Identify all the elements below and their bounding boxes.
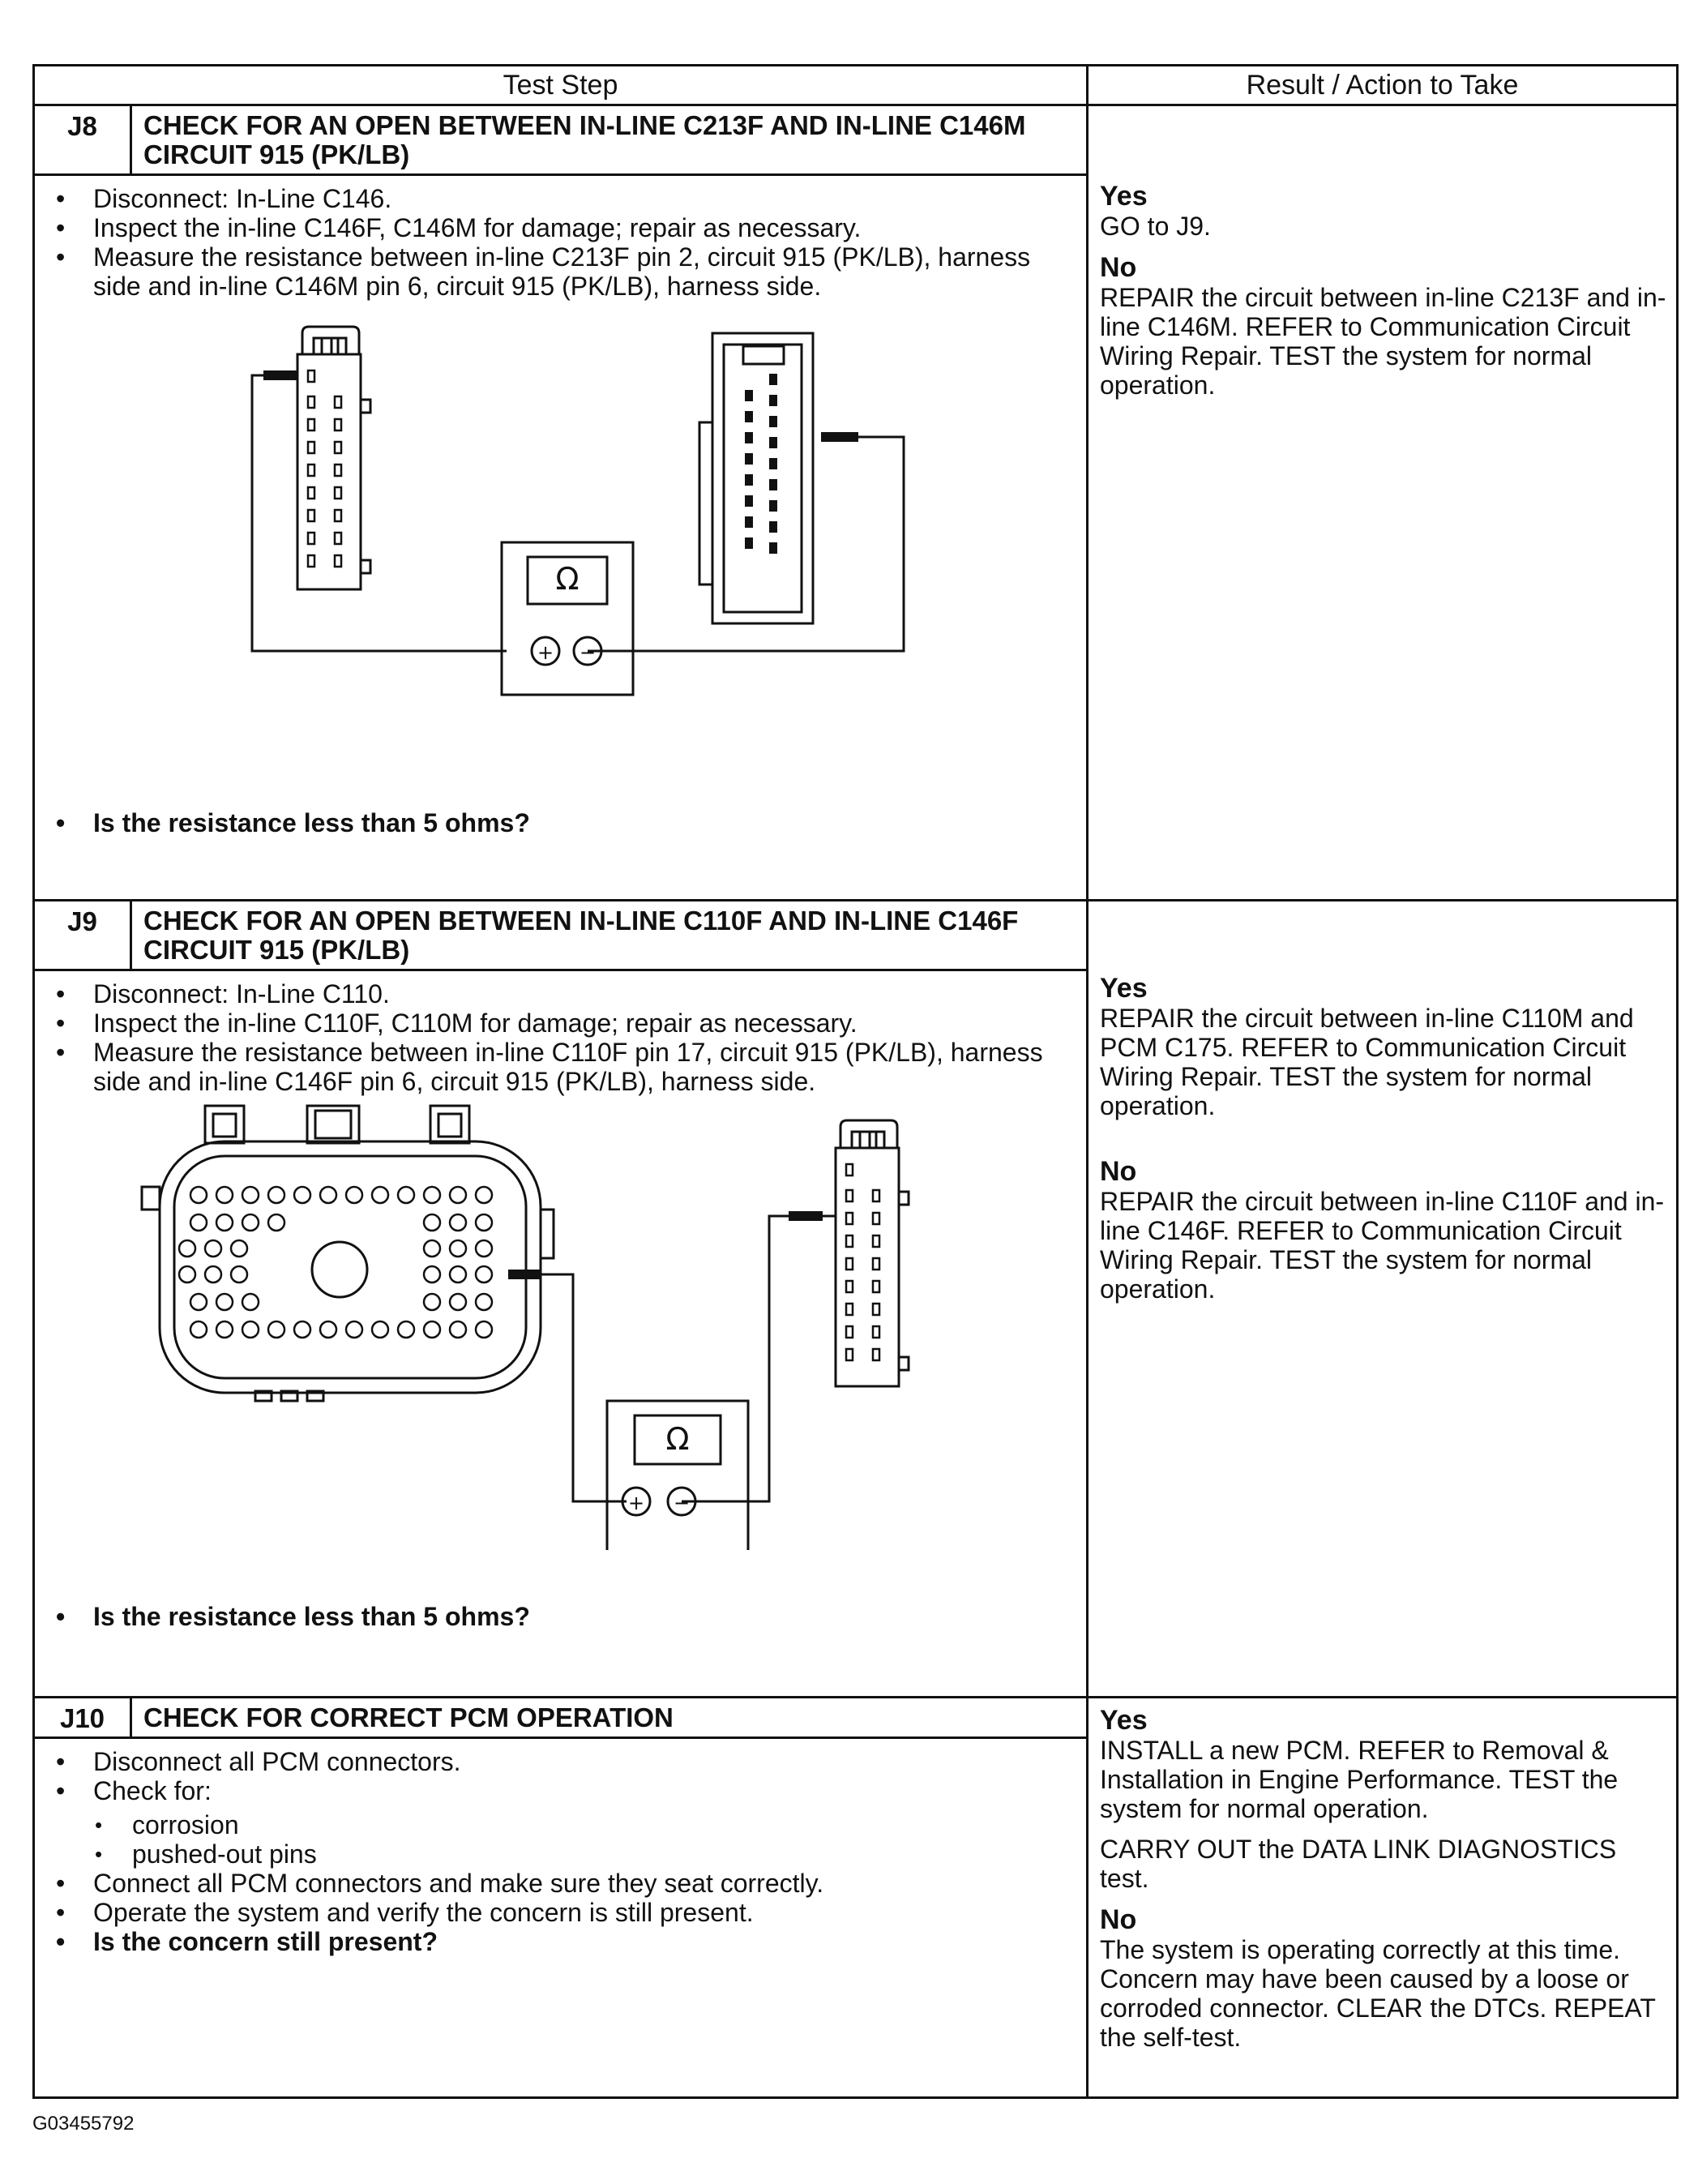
j9-wiring-diagram	[54, 1096, 1059, 1550]
step-title: CHECK FOR CORRECT PCM OPERATION	[131, 1698, 1088, 1738]
no-action: The system is operating correctly at this time. Concern may have been caused by a loose or corroded connector. CLEAR the DTCs. REPEAT the self-test.	[1100, 1935, 1656, 2052]
step-question: • Is the resistance less than 5 ohms?	[54, 1602, 1078, 1631]
step-j9-body	[34, 970, 1088, 1698]
meter-plus-label: +	[627, 1492, 645, 1514]
yes-label: Yes	[1100, 973, 1148, 1004]
instruction-item: • Inspect the in-line C110F, C110M for damage; repair as necessary.	[54, 1008, 1078, 1038]
meter-plus-label: +	[537, 641, 554, 664]
instruction-item: • Measure the resistance between in-line C110F pin 17, circuit 915 (PK/LB), harness side and in-line C146F pin 6, circuit 915 (PK/LB), harness side.	[54, 1038, 1078, 1096]
instruction-item	[54, 1776, 1078, 1869]
yes-label: Yes	[1100, 1705, 1148, 1736]
step-title: CHECK FOR AN OPEN BETWEEN IN-LINE C110F AND IN-LINE C146F CIRCUIT 915 (PK/LB)	[131, 901, 1088, 970]
step-j9-title-row	[34, 901, 1678, 970]
no-label: No	[1100, 252, 1137, 283]
instruction-item: • Disconnect: In-Line C146.	[54, 184, 1078, 213]
instruction-item: • Connect all PCM connectors and make sure they seat correctly.	[54, 1869, 1078, 1898]
step-j10-body	[34, 1738, 1088, 2098]
no-action: REPAIR the circuit between in-line C213F and in-line C146M. REFER to Communication Circuit Wiring Repair. TEST the system for normal operation.	[1100, 283, 1666, 400]
step-j10-title-row	[34, 1698, 1678, 1738]
meter-minus-label: −	[579, 641, 597, 664]
check-subitem: • corrosion	[93, 1810, 1078, 1839]
step-question: • Is the resistance less than 5 ohms?	[54, 808, 1078, 837]
instruction-item: • Operate the system and verify the concern is still present.	[54, 1898, 1078, 1927]
check-subitem: • pushed-out pins	[93, 1839, 1078, 1869]
step-j8-result	[1088, 105, 1678, 901]
step-j9-result	[1088, 901, 1678, 1698]
j8-wiring-diagram	[54, 301, 1059, 755]
test-step-table	[32, 64, 1679, 2099]
connector-c146m-icon	[699, 333, 813, 623]
instruction-list	[54, 1747, 1078, 1956]
no-label: No	[1100, 1904, 1137, 1935]
figure-code: G03455792	[32, 2113, 135, 2135]
step-j8-title-row	[34, 105, 1678, 175]
instruction-list	[54, 184, 1078, 301]
meter-minus-label: −	[673, 1492, 691, 1514]
check-sublist	[93, 1810, 1078, 1869]
step-question: • Is the concern still present?	[54, 1927, 1078, 1956]
pcm-pin-grid	[179, 1187, 492, 1338]
table-header-row	[34, 66, 1678, 105]
step-j8-body	[34, 175, 1088, 901]
step-number: J10	[34, 1698, 131, 1738]
question-list	[54, 1602, 1078, 1631]
question-list	[54, 808, 1078, 837]
lead-wire-left	[252, 375, 507, 651]
instruction-list	[54, 979, 1078, 1096]
step-number: J8	[34, 105, 131, 175]
no-label: No	[1100, 1156, 1137, 1187]
yes-action: REPAIR the circuit between in-line C110M and PCM C175. REFER to Communication Circuit Wiring Repair. TEST the system for normal operation.	[1100, 1004, 1634, 1120]
instruction-text: Check for:	[93, 1776, 212, 1805]
connector-c213f-icon	[297, 327, 370, 589]
instruction-item: • Inspect the in-line C146F, C146M for damage; repair as necessary.	[54, 213, 1078, 242]
lead-wire-right	[682, 1216, 836, 1501]
step-number: J9	[34, 901, 131, 970]
no-action: REPAIR the circuit between in-line C110F and in-line C146F. REFER to Communication Circuit Wiring Repair. TEST the system for normal operation.	[1100, 1187, 1665, 1304]
connector-c110f-icon	[142, 1106, 554, 1401]
instruction-item: • Measure the resistance between in-line C213F pin 2, circuit 915 (PK/LB), harness side and in-line C146M pin 6, circuit 915 (PK/LB), harness side.	[54, 242, 1078, 301]
lead-wire-left	[541, 1274, 627, 1501]
yes-action: GO to J9.	[1100, 212, 1211, 241]
instruction-item: • Disconnect all PCM connectors.	[54, 1747, 1078, 1776]
step-j10-result	[1088, 1698, 1678, 2098]
yes-action: INSTALL a new PCM. REFER to Removal & Installation in Engine Performance. TEST the system for normal operation.	[1100, 1736, 1619, 1823]
instruction-item: • Disconnect: In-Line C110.	[54, 979, 1078, 1008]
step-title: CHECK FOR AN OPEN BETWEEN IN-LINE C213F AND IN-LINE C146M CIRCUIT 915 (PK/LB)	[131, 105, 1088, 175]
ohm-symbol: Ω	[665, 1421, 690, 1457]
header-test-step: Test Step	[34, 66, 1088, 105]
yes-extra-action: CARRY OUT the DATA LINK DIAGNOSTICS test.	[1100, 1835, 1617, 1893]
connector-c146f-icon	[836, 1120, 909, 1386]
yes-label: Yes	[1100, 181, 1148, 212]
ohm-symbol: Ω	[555, 561, 580, 597]
header-result-action: Result / Action to Take	[1088, 66, 1678, 105]
